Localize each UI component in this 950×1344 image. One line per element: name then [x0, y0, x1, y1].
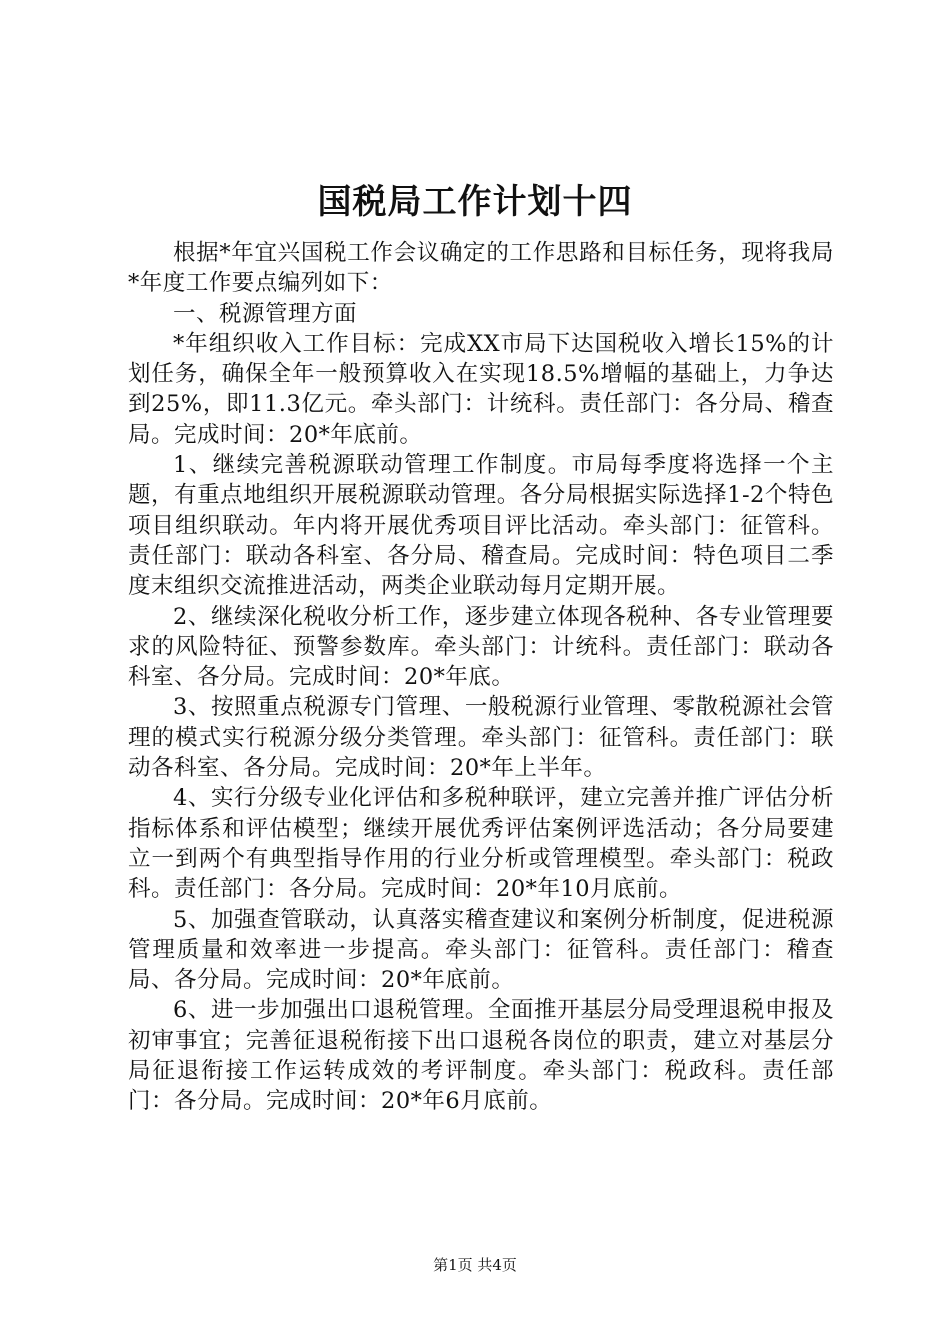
document-title: 国税局工作计划十四	[317, 182, 633, 222]
paragraph-item-2: 2、继续深化税收分析工作，逐步建立体现各税种、各专业管理要求的风险特征、预警参数库。牵头部门：计统科。责任部门：联动各科室、各分局。完成时间：20*年底。	[128, 603, 834, 691]
paragraph-item-5: 5、加强查管联动，认真落实稽查建议和案例分析制度，促进税源管理质量和效率进一步提高。牵头部门：征管科。责任部门：稽查局、各分局。完成时间：20*年底前。	[128, 906, 834, 994]
page-number-footer: 第1页 共4页	[433, 1256, 517, 1274]
paragraph-item-4: 4、实行分级专业化评估和多税种联评，建立完善并推广评估分析指标体系和评估模型；继续开展优秀评估案例评选活动；各分局要建立一到两个有典型指导作用的行业分析或管理模型。牵头部门：税政科。责任部门：各分局。完成时间：20*年10月底前。	[128, 785, 834, 903]
document-body	[128, 238, 834, 1117]
paragraph-item-6: 6、进一步加强出口退税管理。全面推开基层分局受理退税申报及初审事宜；完善征退税衔接下出口退税各岗位的职责，建立对基层分局征退衔接工作运转成效的考评制度。牵头部门：税政科。责任部门：各分局。完成时间：20*年6月底前。	[128, 997, 834, 1115]
paragraph-revenue-target: *年组织收入工作目标：完成XX市局下达国税收入增长15%的计划任务，确保全年一般预算收入在实现18.5%增幅的基础上，力争达到25%，即11.3亿元。牵头部门：计统科。责任部门：各分局、稽查局。完成时间：20*年底前。	[128, 330, 834, 448]
section-heading-tax-source: 一、税源管理方面	[173, 300, 358, 327]
paragraph-item-3: 3、按照重点税源专门管理、一般税源行业管理、零散税源社会管理的模式实行税源分级分类管理。牵头部门：征管科。责任部门：联动各科室、各分局。完成时间：20*年上半年。	[128, 694, 834, 782]
paragraph-intro: 根据*年宜兴国税工作会议确定的工作思路和目标任务，现将我局*年度工作要点编列如下：	[128, 240, 834, 297]
paragraph-item-1: 1、继续完善税源联动管理工作制度。市局每季度将选择一个主题，有重点地组织开展税源联动管理。各分局根据实际选择1-2个特色项目组织联动。年内将开展优秀项目评比活动。牵头部门：征管科。责任部门：联动各科室、各分局、稽查局。完成时间：特色项目二季度末组织交流推进活动，两类企业联动每月定期开展。	[128, 452, 834, 600]
